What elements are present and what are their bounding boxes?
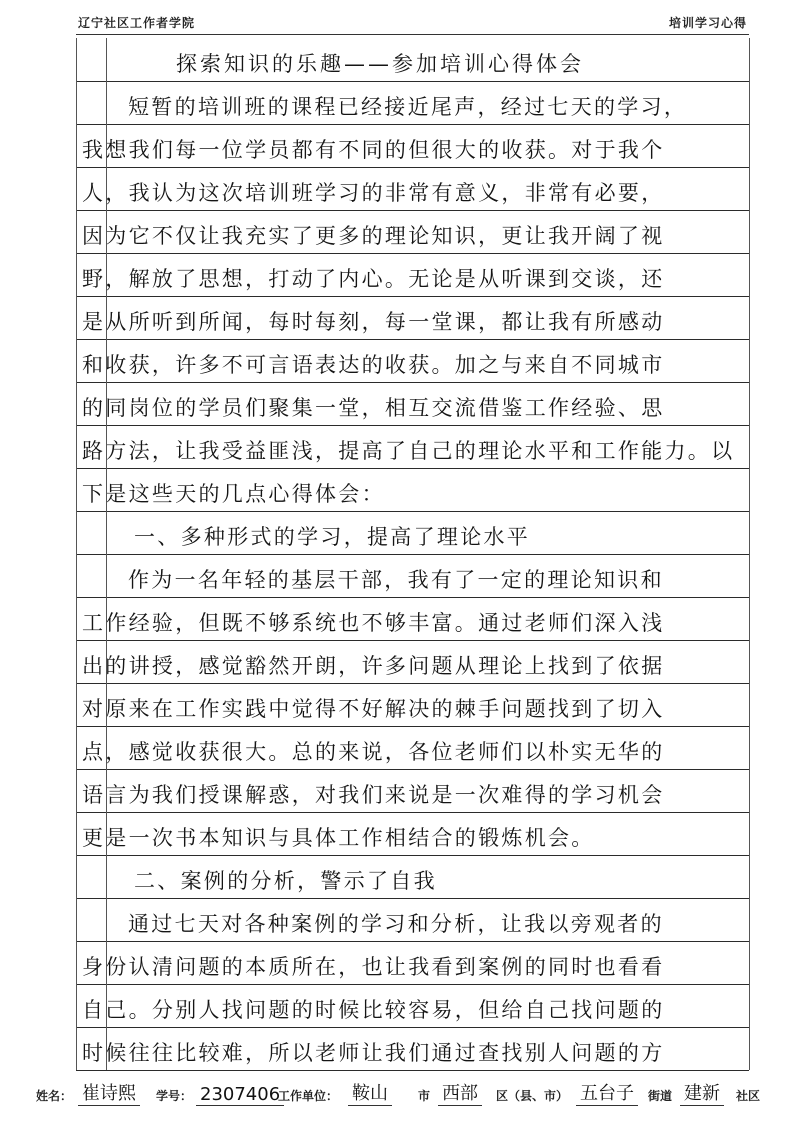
line-text: 因为它不仅让我充实了更多的理论知识，更让我开阔了视: [82, 224, 665, 248]
line-text: 下是这些天的几点心得体会：: [82, 482, 385, 506]
unit-label: 工作单位：: [278, 1089, 339, 1103]
community-value: 建新: [680, 1079, 724, 1106]
line-text: 身份认清问题的本质所在，也让我看到案例的同时也看看: [82, 955, 665, 979]
section-heading: 一、多种形式的学习，提高了理论水平: [134, 525, 531, 549]
city-value: 鞍山: [348, 1079, 392, 1106]
margin-line: [106, 38, 107, 1070]
line-text: 我想我们每一位学员都有不同的但很大的收获。对于我个: [82, 138, 665, 162]
margin-line: [749, 38, 750, 1070]
line-text: 作为一名年轻的基层干部，我有了一定的理论知识和: [128, 568, 664, 592]
line-text: 是从所听到所闻，每时每刻，每一堂课，都让我有所感动: [82, 310, 665, 334]
essay-title: 探索知识的乐趣——参加培训心得体会: [176, 52, 584, 76]
line-text: 出的讲授，感觉豁然开朗，许多问题从理论上找到了依据: [82, 654, 665, 678]
writing-line: [76, 640, 749, 684]
line-text: 路方法，让我受益匪浅，提高了自己的理论水平和工作能力。以: [82, 439, 735, 463]
id-value: 2307406: [196, 1084, 284, 1106]
id-label: 学号：: [156, 1089, 193, 1103]
writing-line: [76, 984, 749, 1028]
district-label: 区（县、市）: [496, 1089, 569, 1103]
line-text: 的同岗位的学员们聚集一堂，相互交流借鉴工作经验、思: [82, 396, 665, 420]
line-text: 人，我认为这次培训班学习的非常有意义，非常有必要，: [82, 181, 665, 205]
name-value: 崔诗熙: [78, 1079, 140, 1106]
header-rule: [76, 34, 749, 35]
writing-line: [76, 124, 749, 168]
footer-info: [36, 1080, 759, 1108]
writing-line: [76, 81, 749, 125]
line-text: 野，解放了思想，打动了内心。无论是从听课到交谈，还: [82, 267, 665, 291]
page-header-right: 培训学习心得: [668, 16, 747, 30]
writing-line: [76, 554, 749, 598]
margin-line: [76, 38, 77, 1070]
writing-line: [76, 683, 749, 727]
line-text: 短暂的培训班的课程已经接近尾声，经过七天的学习，: [128, 95, 688, 119]
name-label: 姓名：: [36, 1089, 73, 1103]
writing-line: [76, 382, 749, 426]
writing-line: [76, 468, 749, 512]
writing-line: [76, 812, 749, 856]
writing-line: [76, 210, 749, 254]
writing-line: [76, 597, 749, 641]
writing-line: [76, 339, 749, 383]
writing-line: [76, 511, 749, 555]
line-text: 和收获，许多不可言语表达的收获。加之与来自不同城市: [82, 353, 665, 377]
line-text: 更是一次书本知识与具体工作相结合的锻炼机会。: [82, 826, 595, 850]
line-text: 点，感觉收获很大。总的来说，各位老师们以朴实无华的: [82, 740, 665, 764]
writing-line: [76, 1027, 749, 1071]
city-label: 市: [418, 1089, 431, 1103]
line-text: 语言为我们授课解惑，对我们来说是一次难得的学习机会: [82, 783, 665, 807]
line-text: 工作经验，但既不够系统也不够丰富。通过老师们深入浅: [82, 611, 665, 635]
writing-line: [76, 253, 749, 297]
writing-line: [76, 425, 749, 469]
writing-line: [76, 38, 749, 82]
street-value: 五台子: [576, 1079, 638, 1106]
writing-line: [76, 898, 749, 942]
lined-writing-sheet: [76, 38, 749, 1072]
writing-line: [76, 296, 749, 340]
community-label: 社区: [736, 1089, 761, 1103]
writing-line: [76, 941, 749, 985]
line-text: 自己。分别人找问题的时候比较容易，但给自己找问题的: [82, 998, 665, 1022]
writing-line: [76, 167, 749, 211]
line-text: 对原来在工作实践中觉得不好解决的棘手问题找到了切入: [82, 697, 665, 721]
writing-line: [76, 726, 749, 770]
line-text: 时候往往比较难，所以老师让我们通过查找别人问题的方: [82, 1041, 665, 1065]
page-header-left: 辽宁社区工作者学院: [78, 16, 196, 30]
section-heading: 二、案例的分析，警示了自我: [134, 869, 437, 893]
street-label: 街道: [648, 1089, 673, 1103]
line-text: 通过七天对各种案例的学习和分析，让我以旁观者的: [128, 912, 664, 936]
writing-line: [76, 769, 749, 813]
writing-line: [76, 855, 749, 899]
district-value: 西部: [438, 1079, 482, 1106]
